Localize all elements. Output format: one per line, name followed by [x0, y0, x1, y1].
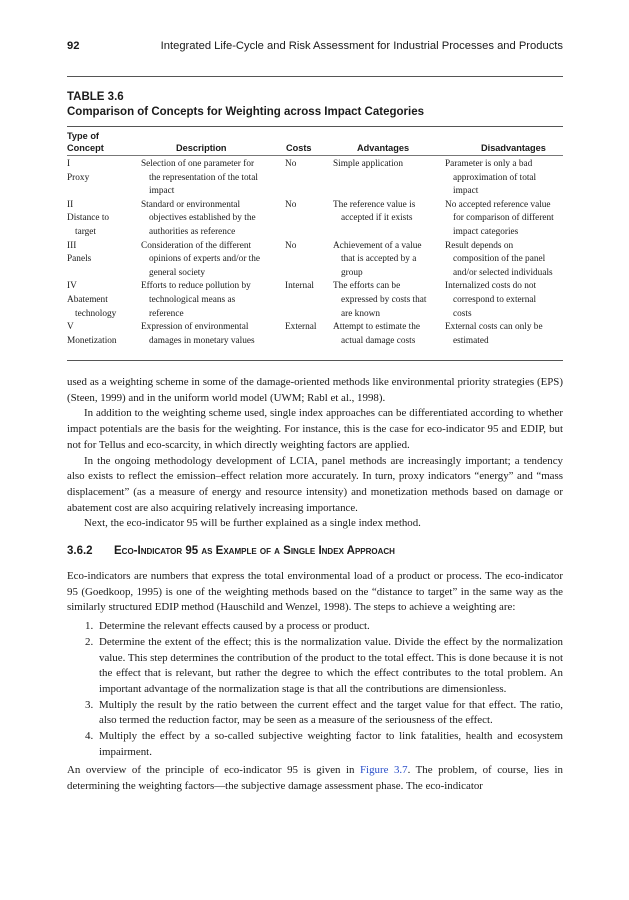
- cell-costs: Internal: [285, 281, 314, 292]
- table-row: [67, 199, 563, 240]
- header-costs: Costs: [286, 143, 312, 153]
- cell-costs: External: [285, 322, 317, 333]
- page-header: [67, 40, 563, 56]
- cell-concept: II Distance to target: [67, 199, 110, 237]
- section-title: Eco-Indicator 95 as Example of a Single Index Approach: [114, 545, 395, 557]
- running-title: Integrated Life-Cycle and Risk Assessment for Industrial Processes and Products: [160, 40, 563, 52]
- section-body: [67, 569, 563, 795]
- table-row: [67, 280, 563, 321]
- paragraph: Next, the eco-indicator 95 will be further explained as a single index method.: [84, 517, 421, 530]
- cell-costs: No: [285, 159, 297, 169]
- table-row: [67, 240, 563, 281]
- cell-description: Standard or environmental objectives established by the authorities as reference: [141, 199, 256, 237]
- cell-concept: III Panels: [67, 240, 92, 265]
- paragraph: Eco-indicators are numbers that express the total environmental load of a product or process. The eco-indicator 95 (Goedkoop, 1995) is one of the weighting methods based on the “distance to target” in the same way as the similarly structured EDIP method (Hauschild and Wenzel, 1998). The steps to achieve a weighting are:: [67, 570, 563, 614]
- cell-disadvantages: Result depends on composition of the panel and/or selected individuals: [445, 240, 553, 278]
- cell-disadvantages: No accepted reference value for comparison of different impact categories: [445, 199, 554, 237]
- cell-advantages: Simple application: [333, 159, 403, 169]
- list-item: 3. Multiply the result by the ratio between the current effect and the target value for that effect. The ratio, also termed the reduction factor, may be seen as a measure of the seriousness of the effect.: [85, 698, 563, 727]
- cell-advantages: The reference value is accepted if it exists: [333, 199, 416, 224]
- paragraph: used as a weighting scheme in some of the damage-oriented methods like environmental priority strategies (EPS) (Steen, 1999) and in the uniform world model (UWM; Rabl et al., 1998).: [67, 376, 563, 404]
- table-title: Comparison of Concepts for Weighting across Impact Categories: [67, 106, 424, 118]
- table-header: [67, 131, 563, 157]
- section-number: 3.6.2: [67, 545, 93, 557]
- cell-costs: No: [285, 240, 297, 251]
- cell-disadvantages: Parameter is only a bad approximation of total impact: [445, 159, 537, 197]
- paragraph: In the ongoing methodology development of LCIA, panel methods are increasingly important; a tendency also exists to reflect the emission–effect relation more accurately. In turn, proxy indicators “energy” and “mass displacement” (as a measure of energy and resource intensity) and monetization methods based on damage or abatement cost are also acquiring relatively increasing importance.: [67, 454, 563, 514]
- cell-advantages: Attempt to estimate the actual damage costs: [333, 322, 421, 346]
- header-rule: [67, 76, 563, 77]
- cell-description: Expression of environmental damages in monetary values: [141, 322, 255, 346]
- page-number: 92: [67, 40, 80, 52]
- cell-description: Consideration of the different opinions of experts and/or the general society: [141, 240, 261, 278]
- steps-list: [67, 619, 563, 760]
- section-heading: [67, 545, 563, 557]
- list-item: 1. Determine the relevant effects caused by a process or product.: [85, 620, 370, 633]
- header-type-of: Type of: [67, 131, 99, 141]
- list-item: 4. Multiply the effect by a so-called subjective weighting factor to link fatalities, health and ecosystem impairment.: [85, 730, 563, 758]
- table-bottom-rule: [67, 360, 563, 361]
- cell-disadvantages: Internalized costs do not correspond to external costs: [445, 281, 537, 319]
- table-header-rule: [67, 155, 563, 156]
- table-label: TABLE 3.6: [67, 91, 124, 103]
- header-description: Description: [176, 143, 227, 153]
- body-text: [67, 375, 563, 532]
- header-advantages: Advantages: [357, 143, 410, 153]
- table-row: [67, 321, 563, 348]
- cell-concept: I Proxy: [67, 159, 90, 183]
- table-body: [67, 158, 563, 348]
- cell-advantages: The efforts can be expressed by costs that are known: [333, 281, 427, 319]
- paragraph: An overview of the principle of eco-indicator 95 is given in Figure 3.7. The problem, of course, lies in determining the weighting factors—the subjective damage assessment phase. The eco-indicator: [67, 764, 563, 793]
- header-disadvantages: Disadvantages: [481, 143, 546, 153]
- cell-disadvantages: External costs can only be estimated: [445, 322, 543, 346]
- cell-description: Selection of one parameter for the representation of the total impact: [141, 159, 258, 197]
- table-caption: [67, 90, 563, 120]
- list-item: 2. Determine the extent of the effect; this is the normalization value. Divide the effect by the normalization value. This step determines the contribution of the product to the total effect. This is done because it is not the effect that is relevant, but rather the degree to which the effect contributes to the total problem. An important advantage of the normalization stage is that all the contributions are dimensionless.: [85, 635, 563, 695]
- cell-costs: No: [285, 199, 297, 210]
- cell-concept: V Monetization: [67, 322, 117, 346]
- header-concept: Concept: [67, 143, 104, 153]
- table-top-rule: [67, 126, 563, 127]
- cell-concept: IV Abatement technology: [67, 281, 117, 319]
- cell-advantages: Achievement of a value that is accepted by a group: [333, 240, 422, 278]
- table-row: [67, 158, 563, 199]
- paragraph: In addition to the weighting scheme used, single index approaches can be differentiated according to whether impact potentials are the basis for the weighting. For instance, this is the case for eco-indicator 95 and EDIP, but not for Tellus and eco-scarcity, in which directly weighting factors are applied.: [67, 407, 563, 451]
- cell-description: Efforts to reduce pollution by technological means as reference: [141, 281, 251, 319]
- figure-link[interactable]: Figure 3.7: [360, 764, 408, 777]
